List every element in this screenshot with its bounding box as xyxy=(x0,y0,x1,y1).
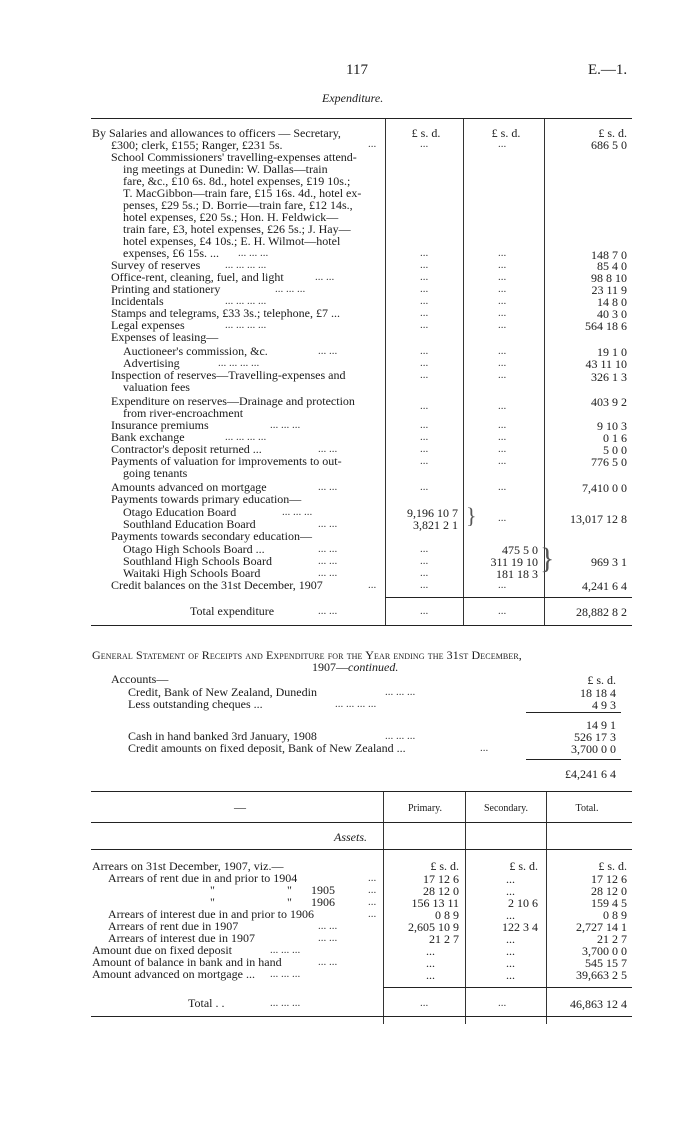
leader-dots: ... xyxy=(498,579,507,591)
leader-dots: ... xyxy=(368,908,377,920)
item-legal-value: 564 18 6 xyxy=(585,319,627,333)
leader-dots: ... xyxy=(498,443,507,455)
leader-dots: ... xyxy=(498,481,507,493)
leader-dots: ... ... ... ... xyxy=(225,295,267,307)
item-office-rent: Office-rent, cleaning, fuel, and light xyxy=(111,270,284,284)
commissioners-line-1: School Commissioners' travelling-expenses attend- xyxy=(111,150,357,164)
leader-dots: ... xyxy=(368,896,377,908)
leader-dots: ... ... xyxy=(315,271,335,283)
leader-dots: ... xyxy=(420,431,429,443)
southland-high-label: Southland High Schools Board xyxy=(123,554,272,568)
cash-label: Cash in hand banked 3rd January, 1908 xyxy=(128,729,317,743)
leader-dots: ... ... ... ... xyxy=(225,319,267,331)
assets-row-label: Amount advanced on mortgage ... xyxy=(92,967,255,981)
item-survey: Survey of reserves xyxy=(111,258,201,272)
column-divider xyxy=(383,792,384,1024)
assets-header-primary: Primary. xyxy=(407,803,443,814)
leader-dots: ... ... xyxy=(318,555,338,567)
assets-row-secondary: 122 3 4 xyxy=(502,920,538,934)
assets-row-primary: 17 12 6 xyxy=(423,872,459,886)
fixed-value: 3,700 0 0 xyxy=(571,742,616,756)
column-divider xyxy=(465,792,466,1024)
assets-header-secondary: Secondary. xyxy=(483,803,529,814)
item-printing-value: 23 11 9 xyxy=(591,283,627,297)
assets-row-secondary: ... xyxy=(506,932,515,946)
assets-row-primary: 21 2 7 xyxy=(429,932,459,946)
item-survey-value: 85 4 0 xyxy=(597,259,627,273)
leader-dots: ... xyxy=(368,138,377,150)
assets-row-total: 39,663 2 5 xyxy=(576,968,627,982)
leader-dots: ... xyxy=(420,138,429,150)
leader-dots: ... xyxy=(498,357,507,369)
item-office-rent-value: 98 8 10 xyxy=(591,271,627,285)
leader-dots: ... ... ... xyxy=(385,730,416,742)
assets-row-label: Arrears of interest due in and prior to 1906 xyxy=(108,907,314,921)
commissioners-total: 148 7 0 xyxy=(591,248,627,262)
leader-dots: ... xyxy=(420,345,429,357)
leader-dots: ... xyxy=(420,443,429,455)
assets-row-label: Amount due on fixed deposit xyxy=(92,943,232,957)
leader-dots: ... ... xyxy=(318,567,338,579)
total-expenditure-label: Total expenditure xyxy=(190,604,275,618)
otago-high-value: 475 5 0 xyxy=(502,543,538,557)
assets-row-secondary: ... xyxy=(506,956,515,970)
assets-row-primary: 2,605 10 9 xyxy=(408,920,459,934)
leader-dots: ... ... ... xyxy=(270,419,301,431)
leader-dots: ... xyxy=(368,872,377,884)
column-header-c: £ s. d. xyxy=(598,126,627,140)
ditto-mark: " xyxy=(210,883,215,897)
leader-dots: ... xyxy=(498,247,507,259)
assets-row-secondary: ... xyxy=(506,908,515,922)
leader-dots: ... ... xyxy=(318,481,338,493)
leader-dots: ... ... ... xyxy=(270,997,301,1009)
assets-row-primary: 0 8 9 xyxy=(435,908,459,922)
column-divider xyxy=(463,119,464,625)
assets-row-total: 28 12 0 xyxy=(591,884,627,898)
advertising-label: Advertising xyxy=(123,356,180,370)
assets-total-rule xyxy=(383,987,632,988)
assets-row-primary: ... xyxy=(426,956,435,970)
leader-dots: ... xyxy=(420,307,429,319)
leader-dots: ... xyxy=(420,567,429,579)
leader-dots: ... xyxy=(498,295,507,307)
general-col-header: £ s. d. xyxy=(587,673,616,687)
assets-row-secondary: ... xyxy=(506,968,515,982)
bank-exchange-value: 0 1 6 xyxy=(603,431,627,445)
leader-dots: ... xyxy=(420,579,429,591)
brace: } xyxy=(466,503,477,528)
total-rule xyxy=(385,597,632,598)
contractor-label: Contractor's deposit returned ... xyxy=(111,442,262,456)
leader-dots: ... xyxy=(420,605,429,617)
ditto-mark: " xyxy=(287,883,292,897)
leader-dots: ... xyxy=(420,400,429,412)
assets-title: Assets. xyxy=(334,830,367,844)
document-code: E.—1. xyxy=(588,62,628,78)
southland-board-value: 3,821 2 1 xyxy=(413,518,458,532)
subtotal-rule xyxy=(526,712,621,713)
assets-top-rule xyxy=(91,791,632,792)
leader-dots: ... xyxy=(498,431,507,443)
leader-dots: ... xyxy=(498,319,507,331)
assets-row-total: 2,727 14 1 xyxy=(576,920,627,934)
mortgage-value: 7,410 0 0 xyxy=(582,481,627,495)
leader-dots: ... ... xyxy=(318,518,338,530)
item-incidentals: Incidentals xyxy=(111,294,164,308)
total-expenditure-value: 28,882 8 2 xyxy=(576,605,627,619)
leader-dots: ... xyxy=(498,605,507,617)
leader-dots: ... ... xyxy=(318,605,338,617)
secondary-heading: Payments towards secondary education— xyxy=(111,529,312,543)
bank-exchange-label: Bank exchange xyxy=(111,430,185,444)
southland-high-value: 311 19 10 xyxy=(490,555,538,569)
assets-row-total: 545 15 7 xyxy=(585,956,627,970)
leader-dots: ... ... ... xyxy=(385,686,416,698)
mortgage-label: Amounts advanced on mortgage xyxy=(111,480,267,494)
outstanding-label: Less outstanding cheques ... xyxy=(128,697,263,711)
leader-dots: ... xyxy=(480,742,489,754)
leader-dots: ... xyxy=(420,271,429,283)
credit-balances-label: Credit balances on the 31st December, 1907 xyxy=(111,578,323,592)
leader-dots: ... xyxy=(368,579,377,591)
leader-dots: ... ... ... ... xyxy=(218,357,260,369)
assets-row-total: 3,700 0 0 xyxy=(582,944,627,958)
column-divider xyxy=(385,119,386,625)
leader-dots: ... xyxy=(420,419,429,431)
top-rule xyxy=(91,118,632,119)
leader-dots: ... xyxy=(498,369,507,381)
valuation-line-1: Payments of valuation for improvements to out- xyxy=(111,454,342,468)
reserves-value: 403 9 2 xyxy=(591,395,627,409)
general-title-year: 1907— xyxy=(312,660,348,674)
commissioners-line-3: fare, &c., £10 6s. 8d., hotel expenses, £19 10s.; xyxy=(123,174,351,188)
assets-title-rule xyxy=(91,849,632,850)
assets-row-label: Arrears of interest due in 1907 xyxy=(108,931,255,945)
leader-dots: ... xyxy=(420,247,429,259)
item-printing: Printing and stationery xyxy=(111,282,221,296)
leader-dots: ... ... xyxy=(318,932,338,944)
assets-total-value: 46,863 12 4 xyxy=(570,997,627,1011)
assets-row-label: Arrears of rent due in and prior to 1904 xyxy=(108,871,298,885)
leader-dots: ... ... xyxy=(318,543,338,555)
assets-lsd-total: £ s. d. xyxy=(598,859,627,873)
leader-dots: ... ... ... xyxy=(282,506,313,518)
auctioneer-label: Auctioneer's commission, &c. xyxy=(123,344,268,358)
leader-dots: ... ... ... ... xyxy=(225,431,267,443)
assets-row-label: Arrears of rent due in 1907 xyxy=(108,919,239,933)
brace: } xyxy=(540,542,555,575)
leader-dots: ... ... xyxy=(318,956,338,968)
assets-row-total: 17 12 6 xyxy=(591,872,627,886)
item-incidentals-value: 14 8 0 xyxy=(597,295,627,309)
assets-header-dash: — xyxy=(234,800,246,814)
salaries-total: 686 5 0 xyxy=(591,138,627,152)
otago-board-label: Otago Education Board xyxy=(123,505,237,519)
assets-row-primary: 28 12 0 xyxy=(423,884,459,898)
leader-dots: ... xyxy=(420,319,429,331)
salaries-line-2: £300; clerk, £155; Ranger, £231 5s. xyxy=(111,138,283,152)
assets-row-label: 1906 xyxy=(311,895,335,909)
leader-dots: ... xyxy=(420,481,429,493)
leader-dots: ... xyxy=(420,283,429,295)
accounts-heading: Accounts— xyxy=(111,672,169,686)
leader-dots: ... xyxy=(420,369,429,381)
insurance-label: Insurance premiums xyxy=(111,418,209,432)
assets-lsd-secondary: £ s. d. xyxy=(509,859,538,873)
leasing-heading: Expenses of leasing— xyxy=(111,330,219,344)
valuation-value: 776 5 0 xyxy=(591,455,627,469)
leader-dots: ... xyxy=(498,997,507,1009)
leader-dots: ... ... xyxy=(318,345,338,357)
otago-board-value: 9,196 10 7 xyxy=(407,506,458,520)
credit-bnz-value: 18 18 4 xyxy=(580,686,616,700)
assets-header-rule xyxy=(91,822,632,823)
leader-dots: ... xyxy=(498,307,507,319)
inspection-line-2: valuation fees xyxy=(123,380,190,394)
item-stamps-value: 40 3 0 xyxy=(597,307,627,321)
leader-dots: ... ... ... ... xyxy=(335,698,377,710)
leader-dots: ... ... ... xyxy=(270,968,301,980)
general-title-line-1: General Statement of Receipts and Expenditure for the Year ending the 31st December, xyxy=(92,648,522,662)
section-title-expenditure: Expenditure. xyxy=(322,91,384,105)
commissioners-line-6: hotel expenses, £20 5s.; Hon. H. Feldwick— xyxy=(123,210,339,224)
general-title-line-2 xyxy=(312,661,398,673)
leader-dots: ... xyxy=(498,419,507,431)
leader-dots: ... xyxy=(498,455,507,467)
assets-row-label: Arrears on 31st December, 1907, viz.— xyxy=(92,859,284,873)
column-divider xyxy=(546,792,547,1024)
assets-row-primary: 156 13 11 xyxy=(411,896,459,910)
secondary-total: 969 3 1 xyxy=(591,555,627,569)
leader-dots: ... xyxy=(420,543,429,555)
column-header-b: £ s. d. xyxy=(491,126,521,140)
primary-heading: Payments towards primary education— xyxy=(111,492,302,506)
leader-dots: ... ... xyxy=(318,920,338,932)
contractor-value: 5 0 0 xyxy=(603,443,627,457)
leader-dots: ... xyxy=(368,884,377,896)
bottom-rule xyxy=(91,625,632,626)
general-title-continued: continued. xyxy=(348,660,399,674)
assets-lsd-primary: £ s. d. xyxy=(430,859,459,873)
assets-row-secondary: ... xyxy=(506,884,515,898)
valuation-line-2: going tenants xyxy=(123,466,188,480)
leader-dots: ... ... xyxy=(318,443,338,455)
column-header-a: £ s. d. xyxy=(411,126,441,140)
subtotal-value: 14 9 1 xyxy=(586,718,616,732)
reserves-line-2: from river-encroachment xyxy=(123,406,244,420)
assets-row-secondary: ... xyxy=(506,872,515,886)
assets-bottom-rule xyxy=(91,1016,632,1017)
leader-dots: ... ... ... xyxy=(270,944,301,956)
assets-row-total: 21 2 7 xyxy=(597,932,627,946)
item-legal: Legal expenses xyxy=(111,318,185,332)
insurance-value: 9 10 3 xyxy=(597,419,627,433)
assets-row-secondary: ... xyxy=(506,944,515,958)
assets-row-label: 1905 xyxy=(311,883,335,897)
leader-dots: ... xyxy=(498,283,507,295)
leader-dots: ... xyxy=(498,512,507,524)
southland-board-label: Southland Education Board xyxy=(123,517,256,531)
assets-row-secondary: 2 10 6 xyxy=(508,896,538,910)
salaries-line-1: By Salaries and allowances to officers — Secretary, xyxy=(92,126,341,140)
leader-dots: ... xyxy=(498,400,507,412)
leader-dots: ... xyxy=(420,997,429,1009)
commissioners-line-8: hotel expenses, £4 10s.; E. H. Wilmot—hotel xyxy=(123,234,341,248)
otago-high-label: Otago High Schools Board ... xyxy=(123,542,265,556)
leader-dots: ... xyxy=(420,455,429,467)
item-stamps: Stamps and telegrams, £33 3s.; telephone, £7 ... xyxy=(111,306,340,320)
advertising-value: 43 11 10 xyxy=(585,357,627,371)
leader-dots: ... ... ... xyxy=(238,247,269,259)
credit-balances-value: 4,241 6 4 xyxy=(582,579,627,593)
assets-row-total: 0 8 9 xyxy=(603,908,627,922)
commissioners-line-7: train fare, £3, hotel expenses, £26 5s.; J. Hay— xyxy=(123,222,351,236)
assets-header-total: Total. xyxy=(575,803,599,814)
inspection-value: 326 1 3 xyxy=(591,370,627,384)
assets-total-label: Total . . xyxy=(188,996,225,1010)
leader-dots: ... xyxy=(498,345,507,357)
leader-dots: ... xyxy=(420,259,429,271)
leader-dots: ... xyxy=(498,138,507,150)
commissioners-line-5: penses, £29 5s.; D. Borrie—train fare, £12 14s., xyxy=(123,198,353,212)
credit-bnz-label: Credit, Bank of New Zealand, Dunedin xyxy=(128,685,317,699)
assets-row-total: 159 4 5 xyxy=(591,896,627,910)
primary-total: 13,017 12 8 xyxy=(570,512,627,526)
reserves-line-1: Expenditure on reserves—Drainage and protection xyxy=(111,394,355,408)
leader-dots: ... xyxy=(420,295,429,307)
outstanding-value: 4 9 3 xyxy=(592,698,616,712)
general-total-value: £4,241 6 4 xyxy=(565,767,616,781)
leader-dots: ... xyxy=(420,357,429,369)
assets-row-primary: ... xyxy=(426,944,435,958)
assets-row-label: Amount of balance in bank and in hand xyxy=(92,955,282,969)
inspection-line-1: Inspection of reserves—Travelling-expenses and xyxy=(111,368,346,382)
ditto-mark: " xyxy=(210,895,215,909)
waitaki-high-value: 181 18 3 xyxy=(496,567,538,581)
ditto-mark: " xyxy=(287,895,292,909)
leader-dots: ... ... ... ... xyxy=(225,259,267,271)
leader-dots: ... xyxy=(420,555,429,567)
commissioners-line-4: T. MacGibbon—train fare, £15 16s. 4d., hotel ex- xyxy=(123,186,362,200)
commissioners-line-9: expenses, £6 15s. ... xyxy=(123,246,219,260)
waitaki-high-label: Waitaki High Schools Board xyxy=(123,566,261,580)
leader-dots: ... xyxy=(498,259,507,271)
assets-row-primary: ... xyxy=(426,968,435,982)
general-total-rule xyxy=(526,759,621,760)
auctioneer-value: 19 1 0 xyxy=(597,345,627,359)
cash-value: 526 17 3 xyxy=(574,730,616,744)
page-number: 117 xyxy=(346,62,368,78)
leader-dots: ... ... ... xyxy=(275,283,306,295)
commissioners-line-2: ing meetings at Dunedin: W. Dallas—train xyxy=(123,162,328,176)
leader-dots: ... xyxy=(498,271,507,283)
fixed-label: Credit amounts on fixed deposit, Bank of New Zealand ... xyxy=(128,741,406,755)
